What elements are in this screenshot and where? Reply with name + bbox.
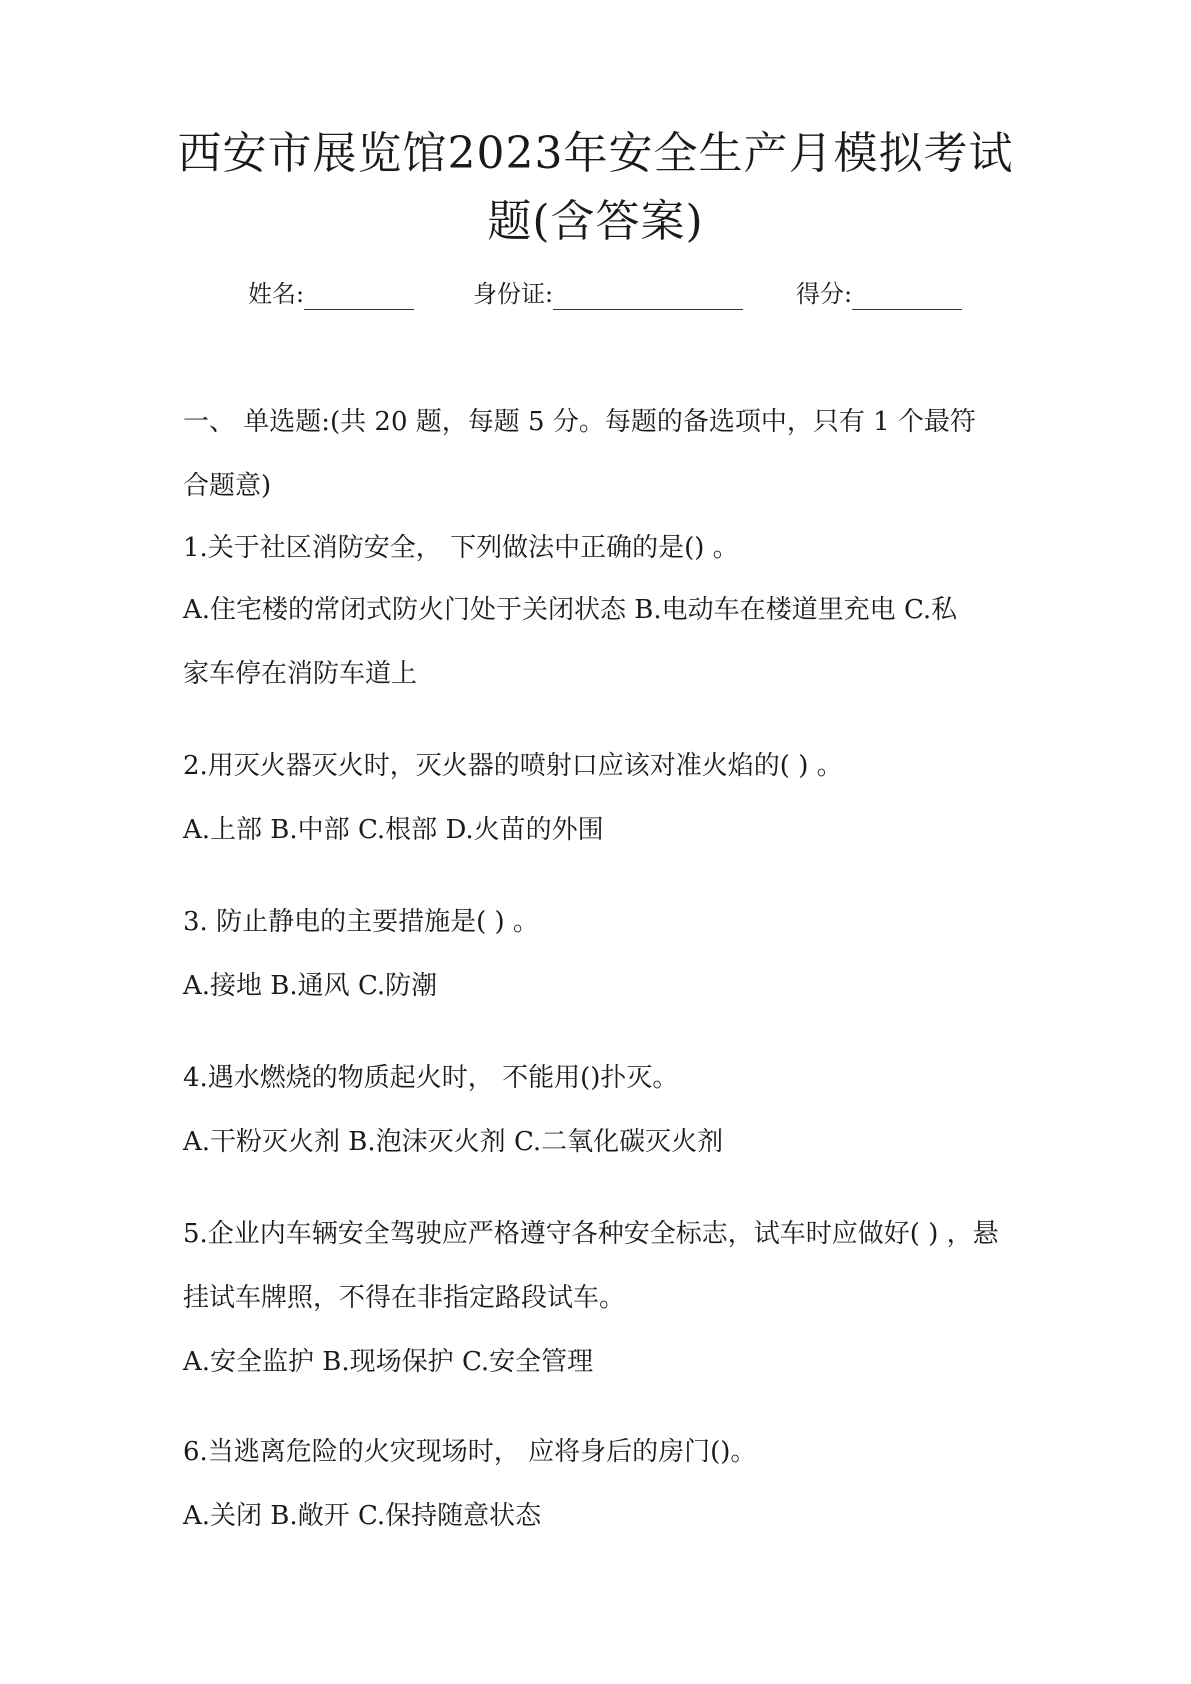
id-blank[interactable] [553, 283, 743, 310]
question-stem: 4.遇水燃烧的物质起火时， 不能用()扑灭。 [183, 1063, 679, 1093]
question-stem: 3. 防止静电的主要措施是( ) 。 [183, 907, 539, 937]
question-options: 家车停在消防车道上 [183, 659, 418, 689]
title-line-2: 题(含答案) [487, 196, 704, 247]
question-options: A.安全监护 B.现场保护 C.安全管理 [183, 1347, 594, 1377]
question-stem: 1.关于社区消防安全， 下列做法中正确的是() 。 [183, 533, 739, 563]
name-field[interactable] [248, 278, 414, 310]
question-options: A.干粉灭火剂 B.泡沫灭火剂 C.二氧化碳灭火剂 [183, 1127, 724, 1157]
score-blank[interactable] [852, 283, 962, 310]
question-stem: 挂试车牌照，不得在非指定路段试车。 [183, 1283, 626, 1313]
question-stem: 2.用灭火器灭火时，灭火器的喷射口应该对准火焰的( ) 。 [183, 751, 843, 781]
id-label: 身份证: [473, 280, 554, 308]
section-heading-line-1: 一、 单选题:(共 20 题，每题 5 分。每题的备选项中，只有 1 个最符 [183, 407, 976, 437]
name-blank[interactable] [304, 283, 414, 310]
question-stem: 6.当逃离危险的火灾现场时， 应将身后的房门()。 [183, 1437, 757, 1467]
score-field[interactable] [796, 278, 962, 310]
title-line-1: 西安市展览馆2023年安全生产月模拟考试 [177, 128, 1014, 179]
id-field[interactable] [473, 278, 743, 310]
question-options: A.接地 B.通风 C.防潮 [183, 971, 438, 1001]
question-options: A.关闭 B.敞开 C.保持随意状态 [183, 1501, 542, 1531]
document-title [0, 120, 1191, 256]
question-options: A.上部 B.中部 C.根部 D.火苗的外围 [183, 815, 604, 845]
question-stem: 5.企业内车辆安全驾驶应严格遵守各种安全标志，试车时应做好( ) ，悬 [183, 1219, 999, 1249]
score-label: 得分: [796, 280, 853, 308]
question-options: A.住宅楼的常闭式防火门处于关闭状态 B.电动车在楼道里充电 C.私 [183, 595, 958, 625]
name-label: 姓名: [248, 280, 305, 308]
section-heading-line-2: 合题意) [183, 471, 272, 501]
